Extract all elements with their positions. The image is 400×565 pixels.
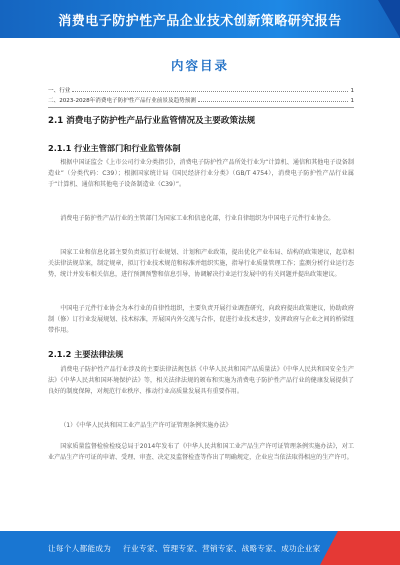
paragraph-license-rules: 国家质量监督检验检疫总局于2014年发布了《中华人民共和国工业产品生产许可证管理条例实施办法》，对工业产品生产许可证的申请、受理、审查、决定及监督检查等作出了明确规定，企业应当依法取得相应的生产许可。 bbox=[48, 443, 354, 462]
footer-slogan-item: 管理专家 bbox=[162, 543, 195, 553]
footer-red-notch bbox=[320, 531, 338, 565]
toc-entry-page: 1 bbox=[350, 98, 354, 104]
toc-entry-text: 一、行业 bbox=[48, 88, 71, 94]
section-heading-2-1-2: 2.1.2 主要法律法规 bbox=[48, 349, 124, 359]
paragraph-ministry-duties: 国家工业和信息化部主要负责拟订行业规划、计划和产业政策，提出优化产业布局、结构的政策建议，起草相关法律法规草案，制定规章，拟订行业技术规范和标准并组织实施，指导行业质量管理工作；监测分析行业运行态势，统计并发布相关信息，进行预测预警和信息引导，协调解决行业运行发展中的有关问题并提出政策建议。 bbox=[48, 249, 354, 279]
footer-slogan: 让每个人都能成为 行业专家 、 管理专家 、 营销专家 、 战略专家 、 成功企业家 bbox=[48, 543, 321, 553]
report-title: 消费电子防护性产品企业技术创新策略研究报告 bbox=[58, 13, 342, 29]
paragraph-regulator: 消费电子防护性产品行业的主管部门为国家工业和信息化部，行业自律组织为中国电子元件行业协会。 bbox=[60, 215, 335, 222]
paragraph-industry-association: 中国电子元件行业协会为本行业的自律性组织，主要负责开展行业调查研究，向政府提出政策建议，协助政府制（修）订行业发展规划、技术标准，开展国内外交流与合作，促进行业技术进步，发挥政府与企业之间的桥梁纽带作用。 bbox=[48, 305, 354, 335]
footer-slogan-lead: 让每个人都能成为 bbox=[48, 543, 112, 553]
toc-entry-page: 1 bbox=[350, 88, 354, 94]
paragraph-industry-classification: 根据中国证监会《上市公司行业分类指引》，消费电子防护性产品所处行业为“计算机、通信和其他电子设备制造业”（分类代码：C39）；根据国家统计局《国民经济行业分类》（GB/T 4754），消费电子防护性产品行业属于“计算机、通信和其他电子设备制造业（C39）”。 bbox=[48, 159, 354, 189]
paragraph-law-item-1: （1）《中华人民共和国工业产品生产许可证管理条例实施办法》 bbox=[60, 422, 232, 429]
toc-entry-1[interactable] bbox=[48, 84, 354, 94]
section-heading-2-1: 2.1 消费电子防护性产品行业监管情况及主要政策法规 bbox=[48, 116, 256, 126]
toc-entry-2[interactable] bbox=[48, 94, 354, 104]
report-header-banner bbox=[0, 0, 400, 38]
footer-slogan-item: 营销专家 bbox=[202, 543, 234, 553]
footer-slogan-item: 行业专家 bbox=[123, 543, 155, 553]
toc-entry-text: 二、2023-2028年消费电子防护性产品行业前景及趋势预测 bbox=[48, 98, 196, 104]
table-of-contents bbox=[48, 84, 354, 104]
toc-title: 内容目录 bbox=[170, 58, 229, 73]
footer-banner bbox=[0, 531, 400, 565]
toc-divider bbox=[48, 107, 354, 108]
paragraph-main-laws: 消费电子防护性产品行业涉及的主要法律法规包括《中华人民共和国产品质量法》《中华人民共和国安全生产法》《中华人民共和国环境保护法》等，相关法律法规的颁布和实施为消费电子防护性产品行业的健康发展提供了良好的制度保障，对规范行业秩序、推动行业高质量发展具有重要作用。 bbox=[48, 366, 354, 396]
section-heading-2-1-1: 2.1.1 行业主管部门和行业监管体制 bbox=[48, 143, 181, 153]
footer-slogan-item: 成功企业家 bbox=[281, 543, 321, 553]
toc-leader-dots bbox=[198, 101, 348, 102]
footer-red-block bbox=[338, 531, 400, 565]
header-corner-accent bbox=[378, 0, 400, 38]
toc-leader-dots bbox=[72, 91, 348, 92]
footer-slogan-item: 战略专家 bbox=[241, 543, 274, 553]
